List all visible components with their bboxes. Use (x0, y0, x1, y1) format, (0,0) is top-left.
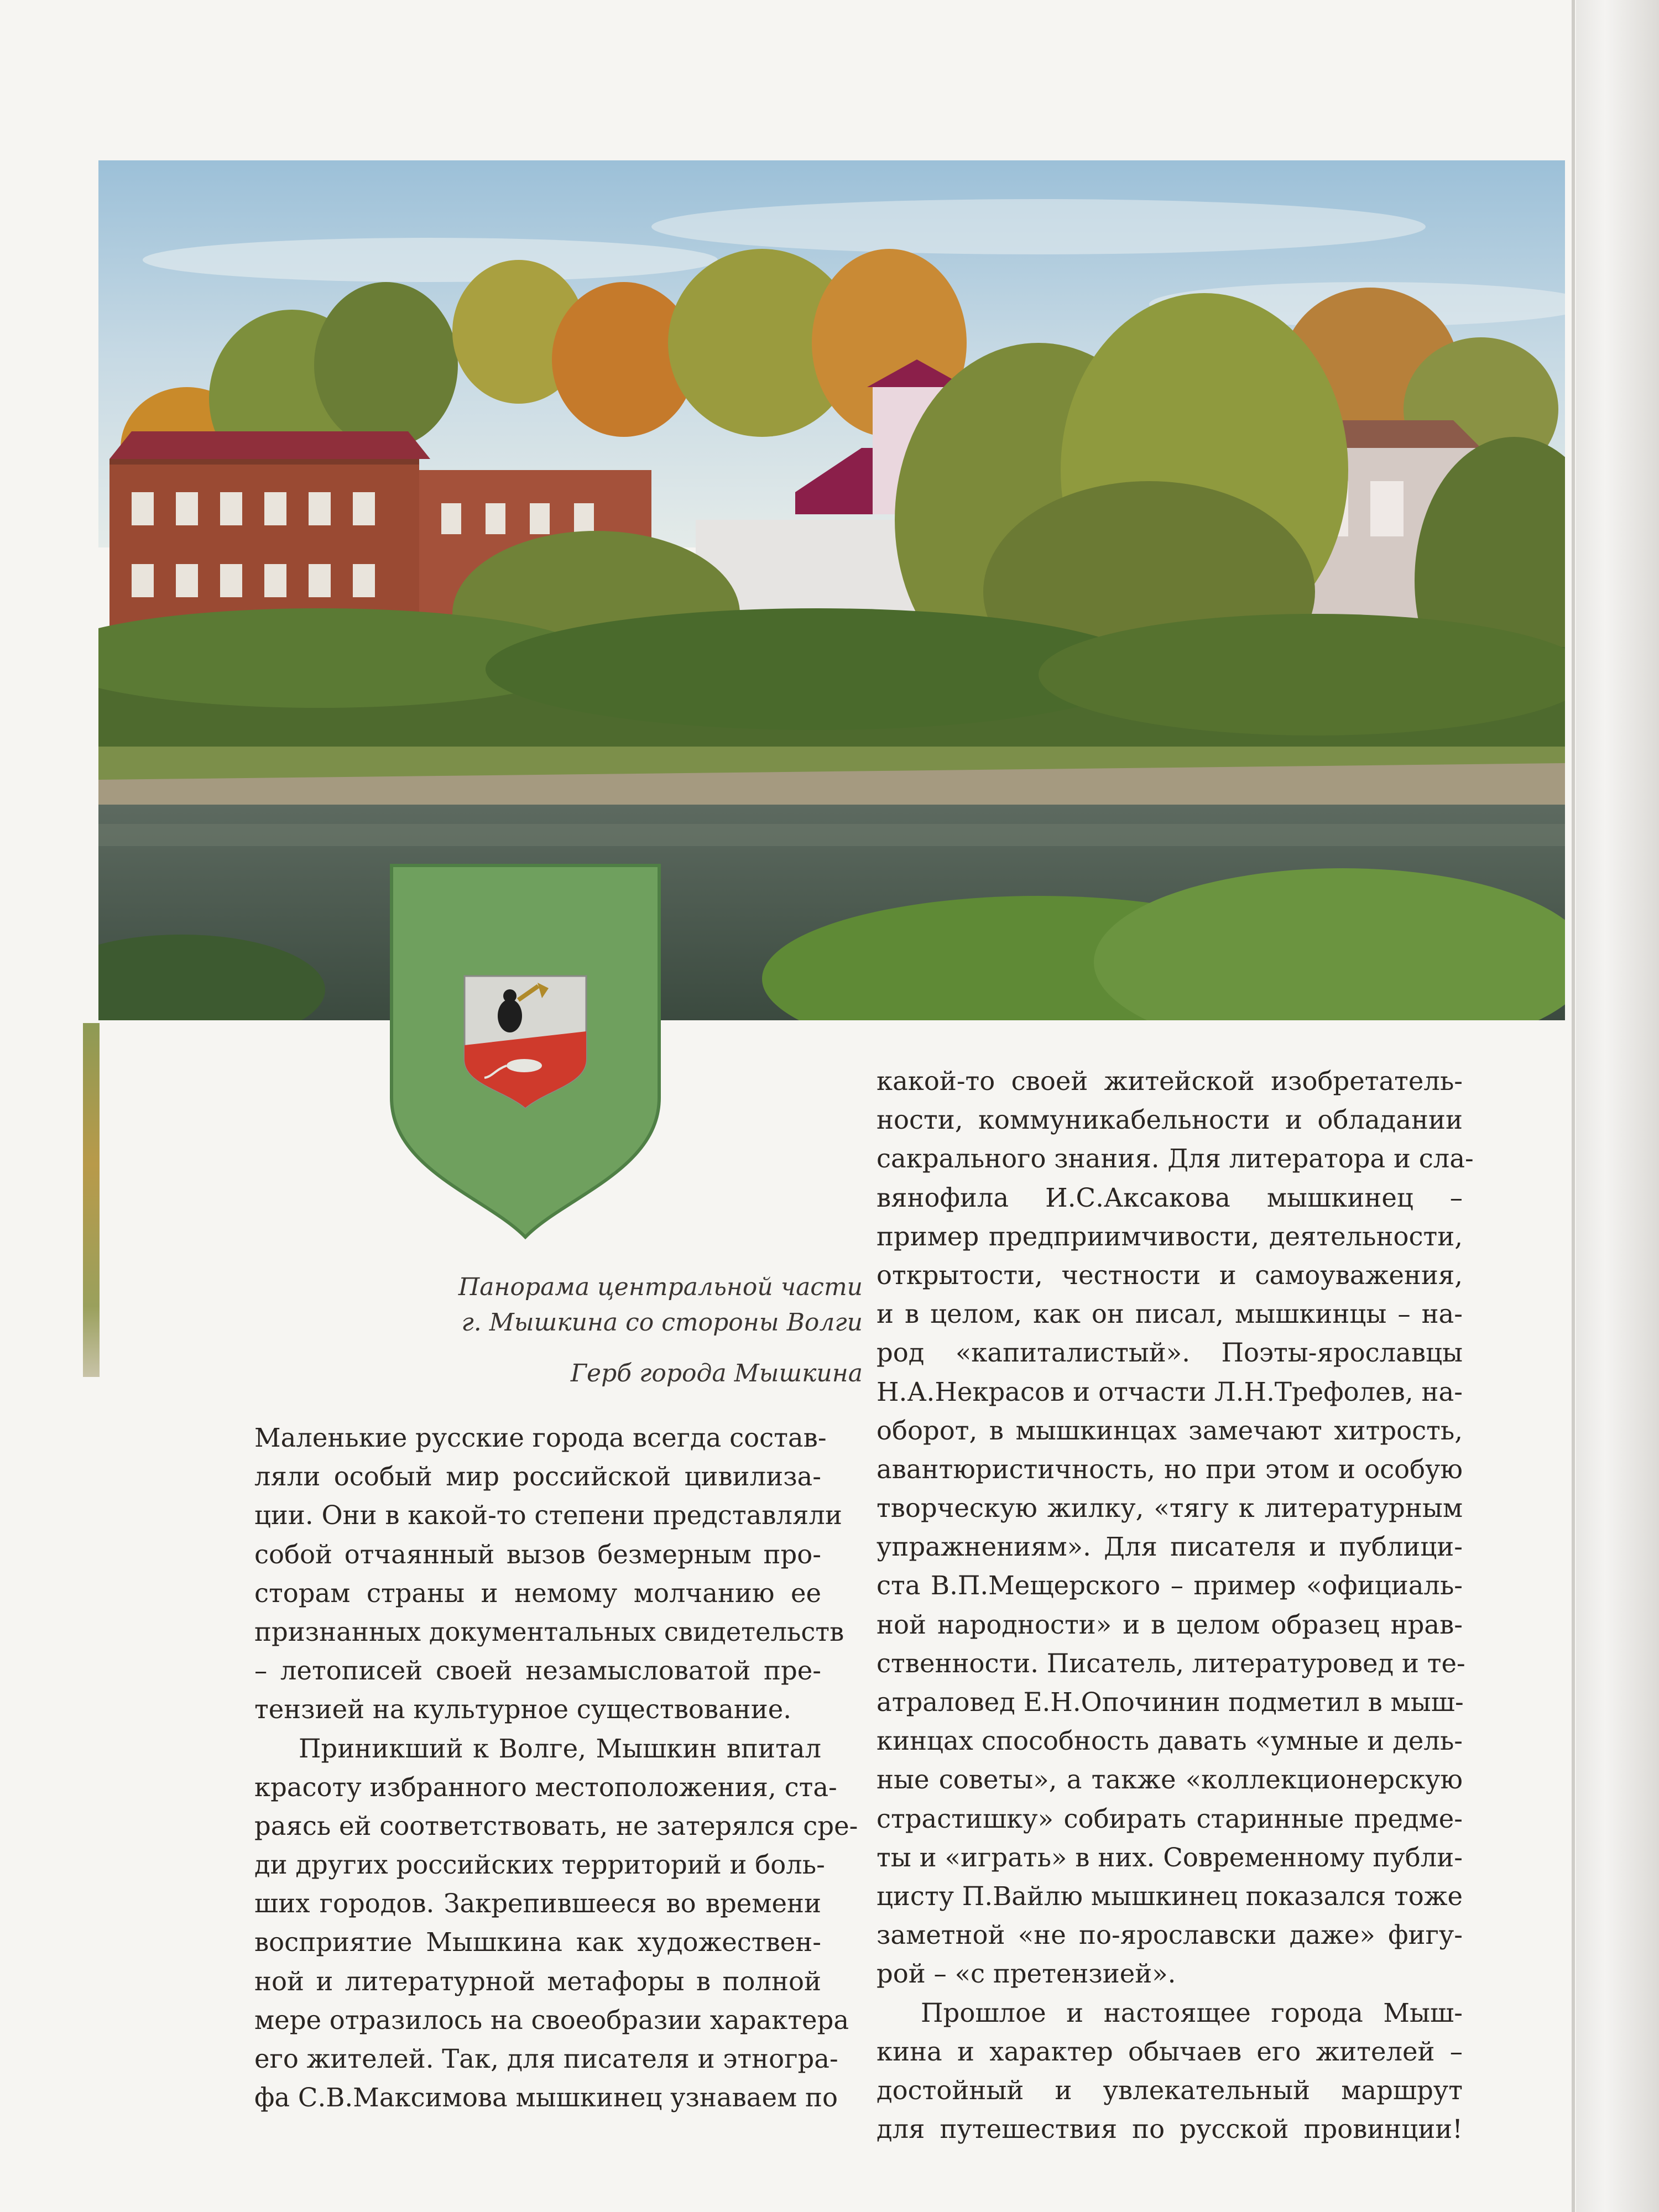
text-line: сакрального знания. Для литератора и сла- (877, 1144, 1474, 1174)
text-line: ты и «играть» в них. Современному публи- (877, 1842, 1463, 1872)
text-line: какой-то своей житейской изобретатель- (877, 1066, 1463, 1096)
text-line: и в целом, как он писал, мышкинцы – на- (877, 1299, 1463, 1329)
text-line: кина и характер обычаев его жителей – (877, 2036, 1463, 2067)
text-line: Прошлое и настоящее города Мыш- (921, 1997, 1463, 2028)
text-line: достойный и увлекательный маршрут (877, 2075, 1463, 2105)
text-line: творческую жилку, «тягу к литературным (877, 1493, 1463, 1524)
page-edge (1576, 0, 1659, 2212)
text-line: его жителей. Так, для писателя и этногра- (254, 2044, 838, 2074)
text-line: упражнениям». Для писателя и публици- (877, 1532, 1463, 1562)
text-line: фа С.В.Максимова мышкинец узнаваем по (254, 2083, 838, 2113)
text-line: Приникший к Волге, Мышкин впитал (299, 1733, 821, 1764)
text-line: мере отразилось на своеобразии характера (254, 2005, 849, 2035)
text-line: открытости, честности и самоуважения, (877, 1260, 1463, 1290)
text-line: ной народности» и в целом образец нрав- (877, 1609, 1463, 1640)
text-line: раясь ей соответствовать, не затерялся сре- (254, 1811, 858, 1841)
coat-of-arms (382, 860, 669, 1241)
text-line: – летописей своей незамысловатой пре- (254, 1656, 821, 1686)
text-line: страстишку» собирать старинные предме- (877, 1803, 1463, 1834)
text-line: ции. Они в какой-то степени представляли (254, 1500, 842, 1531)
text-line: ляли особый мир российской цивилиза- (254, 1462, 821, 1492)
text-line: авантюристичность, но при этом и особую (877, 1454, 1463, 1484)
text-line: ные советы», а также «коллекционерскую (877, 1765, 1463, 1795)
text-line: красоту избранного местоположения, ста- (254, 1772, 837, 1802)
text-line: ших городов. Закрепившееся во времени (254, 1888, 821, 1919)
text-line: ди других российских территорий и боль- (254, 1850, 825, 1880)
text-line: ста В.П.Мещерского – пример «официаль- (877, 1571, 1463, 1601)
text-line: ственности. Писатель, литературовед и те- (877, 1648, 1465, 1678)
text-line: признанных документальных свидетельств (254, 1616, 844, 1647)
page-fold-shadow (1572, 0, 1575, 2212)
text-line: тензией на культурное существование. (254, 1694, 792, 1725)
text-column-right (877, 1062, 1474, 2148)
emblem-caption: Герб города Мышкина (570, 1359, 863, 1387)
text-line: атраловед Е.Н.Опочинин подметил в мыш- (877, 1687, 1464, 1717)
text-line: цисту П.Вайлю мышкинец показался тоже (877, 1881, 1463, 1911)
facing-page-strip (83, 1023, 100, 1377)
text-line: вянофила И.С.Аксакова мышкинец – (877, 1182, 1463, 1213)
text-line: рой – «с претензией». (877, 1959, 1176, 1989)
text-line: для путешествия по русской провинции! (877, 2114, 1463, 2145)
text-line: заметной «не по-ярославски даже» фигу- (877, 1920, 1463, 1950)
text-line: оборот, в мышкинцах замечают хитрость, (877, 1415, 1463, 1446)
text-line: сторам страны и немому молчанию ее (254, 1578, 821, 1608)
panorama-photo (98, 160, 1565, 1020)
text-line: Н.А.Некрасов и отчасти Л.Н.Трефолев, на- (877, 1376, 1463, 1407)
text-line: пример предприимчивости, деятельности, (877, 1221, 1463, 1251)
text-line: род «капиталистый». Поэты-ярославцы (877, 1338, 1463, 1368)
text-line: кинцах способность давать «умные и дель- (877, 1726, 1463, 1756)
text-line: собой отчаянный вызов безмерным про- (254, 1539, 821, 1569)
text-column-left (254, 1418, 858, 2117)
caption-line: г. Мышкина со стороны Волги (461, 1308, 863, 1337)
text-line: Маленькие русские города всегда состав- (254, 1423, 827, 1453)
text-line: восприятие Мышкина как художествен- (254, 1927, 821, 1958)
text-line: ной и литературной метафоры в полной (254, 1966, 821, 1996)
caption-line: Панорама центральной части (458, 1273, 863, 1301)
text-line: ности, коммуникабельности и обладании (877, 1105, 1463, 1135)
photo-caption (310, 1270, 863, 1340)
